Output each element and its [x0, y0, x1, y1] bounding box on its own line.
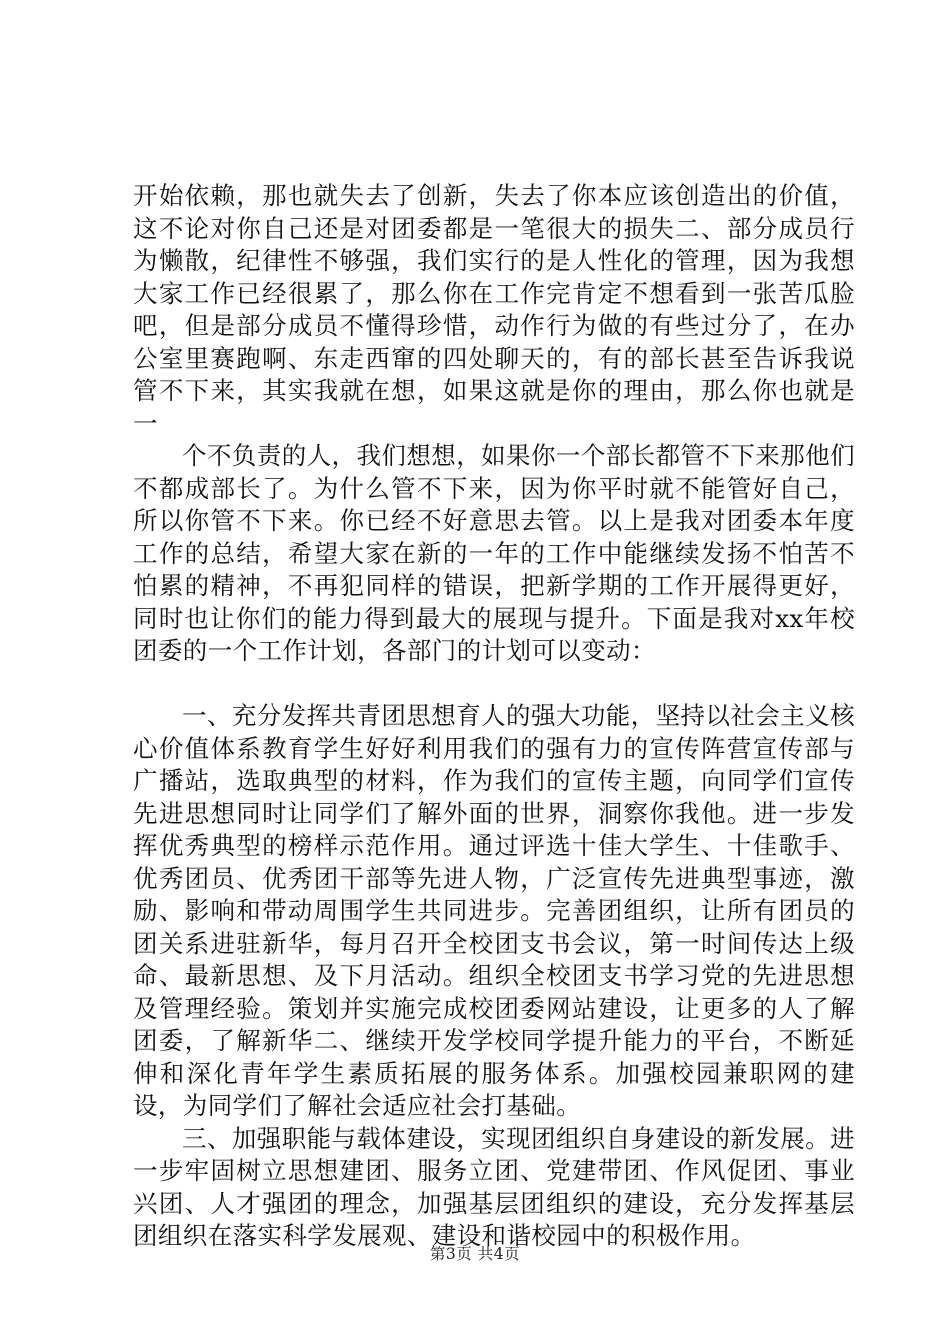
- paragraph-continuation: 开始依赖，那也就失去了创新，失去了你本应该创造出的价值，这不论对你自己还是对团委都是一笔很大的损失二、部分成员行为懒散，纪律性不够强，我们实行的是人性化的管理，因为我想大家工作已经很累了，那么你在工作完肯定不想看到一张苦瓜脸吧，但是部分成员不懂得珍惜，动作行为做的有些过分了，在办公室里赛跑啊、东走西窜的四处聊天的，有的部长甚至告诉我说管不下来，其实我就在想，如果这就是你的理由，那么你也就是一: [133, 181, 855, 438]
- page-footer: 第3页 共4页: [429, 1245, 521, 1263]
- paragraph-plan-one: 一、充分发挥共青团思想育人的强大功能，坚持以社会主义核心价值体系教育学生好好利用我们的强有力的宣传阵营宣传部与广播站，选取典型的材料，作为我们的宣传主题，向同学们宣传先进思想同时让同学们了解外面的世界，洞察你我他。进一步发挥优秀典型的榜样示范作用。通过评选十佳大学生、十佳歌手、优秀团员、优秀团干部等先进人物，广泛宣传先进典型事迹，激励、影响和带动周围学生共同进步。完善团组织，让所有团员的团关系进驻新华，每月召开全校团支书会议，第一时间传达上级命、最新思想、及下月活动。组织全校团支书学习党的先进思想及管理经验。策划并实施完成校团委网站建设，让更多的人了解团委，了解新华二、继续开发学校同学提升能力的平台，不断延伸和深化青年学生素质拓展的服务体系。加强校园兼职网的建设，为同学们了解社会适应社会打基础。: [133, 701, 855, 1120]
- paragraph-plan-three: 三、加强职能与载体建设，实现团组织自身建设的新发展。进一步牢固树立思想建团、服务立团、党建带团、作风促团、事业兴团、人才强团的理念，加强基层团组织的建设，充分发挥基层团组织在落实科学发展观、建设和谐校园中的积极作用。: [133, 1123, 855, 1250]
- paragraph-summary: 个不负责的人，我们想想，如果你一个部长都管不下来那他们不都成部长了。为什么管不下来，因为你平时就不能管好自己，所以你管不下来。你已经不好意思去管。以上是我对团委本年度工作的总结，希望大家在新的一年的工作中能继续发扬不怕苦不怕累的精神，不再犯同样的错误，把新学期的工作开展得更好，同时也让你们的能力得到最大的展现与提升。下面是我对xx年校团委的一个工作计划，各部门的计划可以变动：: [133, 441, 855, 665]
- document-body: [133, 180, 855, 1253]
